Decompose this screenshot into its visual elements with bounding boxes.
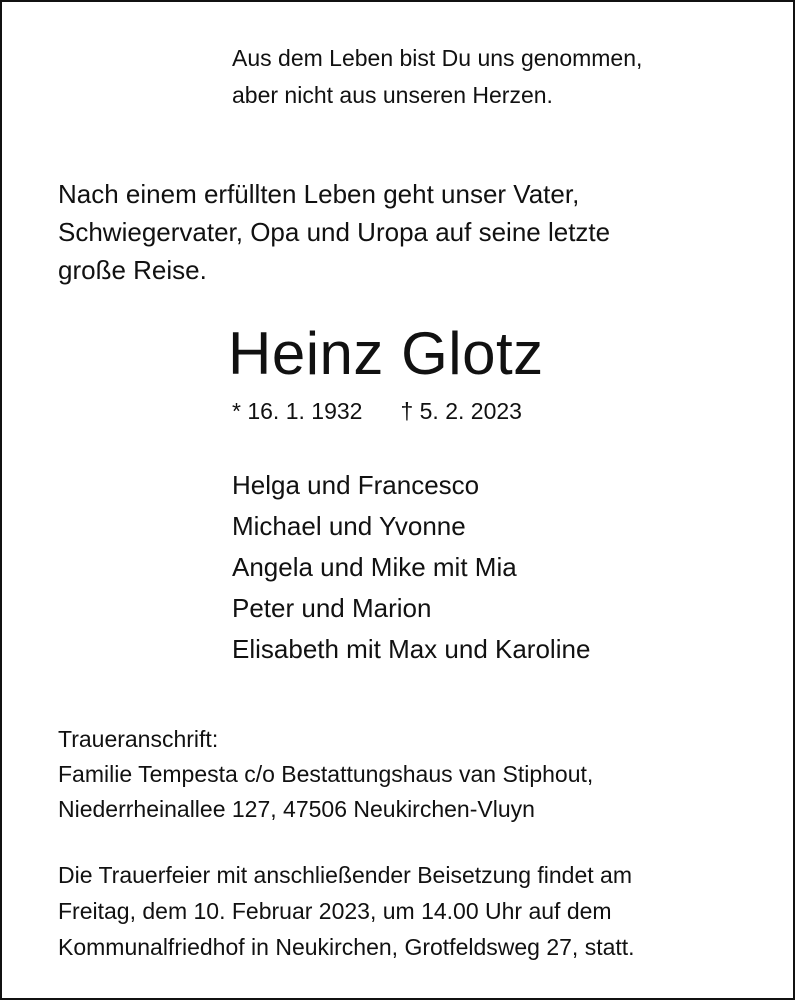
intro-line: große Reise. — [58, 255, 207, 285]
address-line: Niederrheinallee 127, 47506 Neukirchen-Vluyn — [58, 796, 535, 822]
quote-line: aber nicht aus unseren Herzen. — [232, 82, 553, 108]
ceremony-line: Die Trauerfeier mit anschließender Beisetzung findet am — [58, 862, 633, 888]
intro-line: Nach einem erfüllten Leben geht unser Vater, — [58, 179, 580, 209]
ceremony-line: Freitag, dem 10. Februar 2023, um 14.00 Uhr auf dem — [58, 898, 612, 924]
mourner-item: Helga und Francesco — [232, 470, 480, 500]
mourner-item: Elisabeth mit Max und Karoline — [232, 634, 591, 664]
death-date: † 5. 2. 2023 — [400, 398, 522, 424]
address-line: Familie Tempesta c/o Bestattungshaus van Stiphout, — [58, 761, 594, 787]
life-dates — [232, 395, 522, 427]
intro-line: Schwiegervater, Opa und Uropa auf seine letzte — [58, 217, 611, 247]
mourner-item: Peter und Marion — [232, 593, 432, 623]
birth-date: * 16. 1. 1932 — [232, 398, 363, 424]
memorial-quote — [232, 40, 642, 114]
ceremony-info — [58, 857, 635, 965]
address-label: Traueranschrift: — [58, 726, 219, 752]
mourner-item: Michael und Yvonne — [232, 511, 466, 541]
ceremony-line: Kommunalfriedhof in Neukirchen, Grotfeldsweg 27, statt. — [58, 934, 635, 960]
intro-text — [58, 175, 610, 289]
mourner-item: Angela und Mike mit Mia — [232, 552, 517, 582]
deceased-name: Heinz Glotz — [228, 320, 544, 387]
mourning-address — [58, 722, 593, 827]
mourners-list — [232, 465, 590, 670]
quote-line: Aus dem Leben bist Du uns genommen, — [232, 45, 643, 71]
